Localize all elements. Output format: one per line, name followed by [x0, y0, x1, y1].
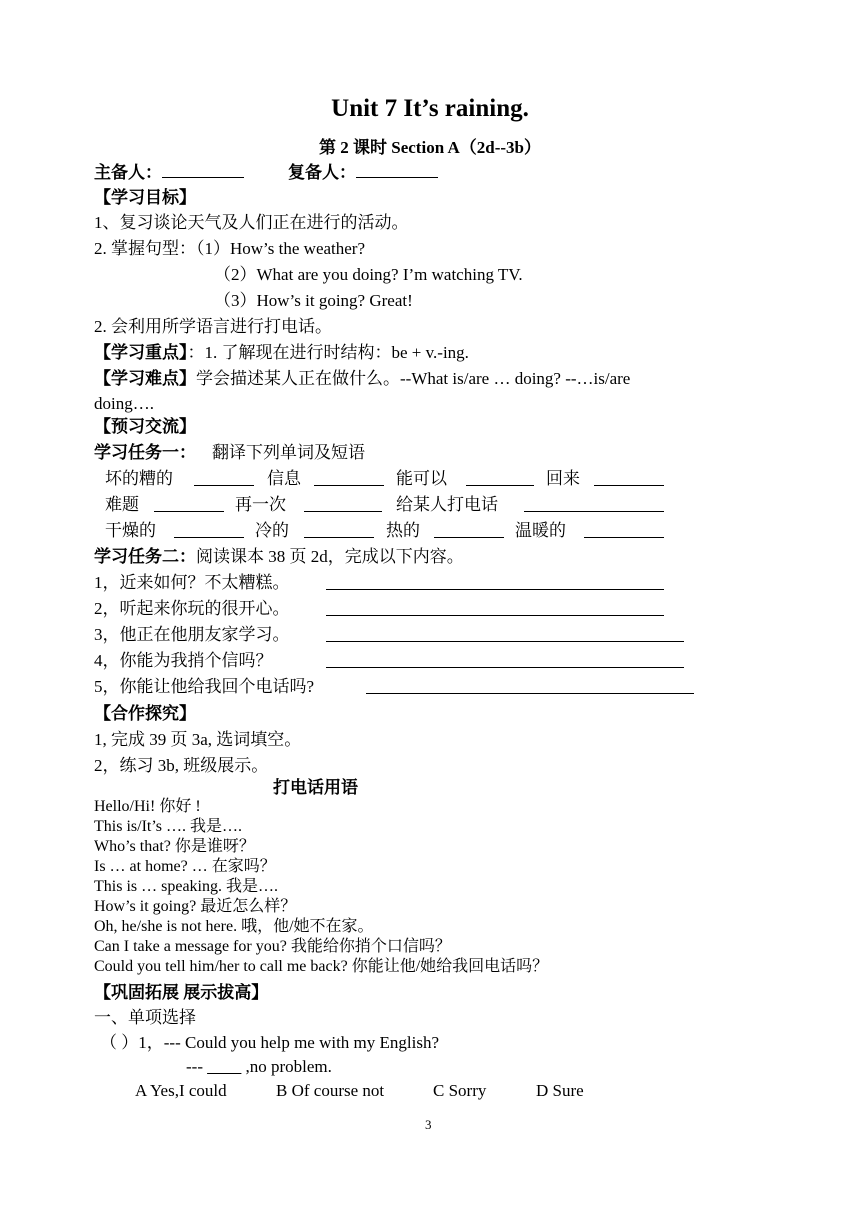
objective-item: 2. 掌握句型：（1）How’s the weather? [94, 239, 366, 258]
vocab-item: 冷的 [255, 521, 289, 540]
vocab-item: 热的 [386, 521, 420, 540]
translate-item: 2，听起来你玩的很开心。 [94, 599, 290, 618]
cooperation-heading: 【合作探究】 [94, 704, 196, 723]
phone-phrase: Could you tell him/her to call me back? 你能让他/她给我回电话吗？ [94, 958, 549, 975]
answer-line [326, 600, 664, 616]
cooperation-item: 2，练习 3b, 班级展示。 [94, 756, 269, 775]
key-points-heading: 【学习重点】 [94, 343, 188, 362]
translate-item: 4，你能为我捎个信吗？ [94, 651, 273, 670]
task1-label: 学习任务一： [94, 443, 196, 462]
preview-heading: 【预习交流】 [94, 417, 196, 436]
key-points-line [94, 342, 469, 364]
vocab-item: 信息 [267, 469, 301, 488]
option-c: C Sorry [433, 1081, 487, 1100]
difficult-points-text: 学会描述某人正在做什么。--What is/are … doing? --…is/are [196, 369, 631, 388]
difficult-points-heading: 【学习难点】 [94, 369, 196, 388]
vocab-blank [194, 470, 254, 486]
objective-item: （2）What are you doing? I’m watching TV. [214, 265, 523, 284]
preparer-blank [162, 162, 244, 178]
vocab-item: 干燥的 [105, 521, 156, 540]
phone-phrase: Can I take a message for you? 我能给你捎个口信吗？ [94, 938, 451, 955]
vocab-blank [314, 470, 384, 486]
phone-phrase: This is … speaking. 我是…. [94, 878, 278, 895]
page-number: 3 [425, 1117, 432, 1132]
vocab-item: 坏的糟的 [105, 469, 173, 488]
answer-line [326, 626, 684, 642]
vocab-blank [304, 496, 382, 512]
preparer-label: 主备人： [94, 163, 162, 182]
vocab-blank [594, 470, 664, 486]
difficult-points-line [94, 368, 630, 390]
answer-line [326, 574, 664, 590]
co-preparer-blank [356, 162, 438, 178]
vocab-blank [174, 522, 244, 538]
objective-item: 1、复习谈论天气及人们正在进行的活动。 [94, 213, 409, 232]
vocab-blank [304, 522, 374, 538]
vocab-item: 给某人打电话 [396, 495, 498, 514]
phone-phrase: Oh, he/she is not here. 哦，他/她不在家。 [94, 918, 374, 935]
objective-item: （3）How’s it going? Great! [214, 291, 413, 310]
vocab-blank [466, 470, 534, 486]
q1-dash: --- [186, 1057, 208, 1076]
vocab-blank [154, 496, 224, 512]
phone-phrase: How’s it going? 最近怎么样？ [94, 898, 297, 915]
question-1: （ ）1，--- Could you help me with my English? [100, 1033, 440, 1052]
phone-phrase: This is/It’s …. 我是…. [94, 818, 243, 835]
answer-line [366, 678, 694, 694]
answer-line [326, 652, 684, 668]
objective-item: 2. 会利用所学语言进行打电话。 [94, 317, 332, 336]
preparer-line [94, 162, 244, 184]
key-points-text: ：1. 了解现在进行时结构：be + v.-ing. [187, 343, 469, 362]
q1-blank: ____ [207, 1057, 242, 1076]
option-a: A Yes,I could [135, 1081, 227, 1100]
task1-line [94, 442, 365, 464]
translate-item: 1，近来如何？不太糟糕。 [94, 573, 290, 592]
vocab-item: 能可以 [396, 469, 447, 488]
vocab-item: 回来 [546, 469, 580, 488]
consolidation-heading: 【巩固拓展 展示拔高】 [94, 983, 269, 1002]
task2-label: 学习任务二： [94, 547, 196, 566]
cooperation-item: 1, 完成 39 页 3a, 选词填空。 [94, 730, 302, 749]
translate-item: 5，你能让他给我回个电话吗? [94, 677, 315, 696]
option-b: B Of course not [276, 1081, 385, 1100]
task1-text: 翻译下列单词及短语 [212, 443, 365, 462]
option-d: D Sure [536, 1081, 584, 1100]
vocab-blank [524, 496, 664, 512]
q1-rest: ,no problem. [241, 1057, 332, 1076]
phone-phrase: Is … at home? … 在家吗？ [94, 858, 276, 875]
difficult-points-cont: doing…. [94, 394, 154, 413]
page-subtitle: 第 2 课时 Section A（2d--3b） [319, 138, 541, 157]
vocab-item: 温暖的 [515, 521, 566, 540]
co-preparer-label: 复备人： [288, 163, 356, 182]
vocab-blank [584, 522, 664, 538]
phone-phrase: Hello/Hi! 你好 ! [94, 798, 201, 815]
vocab-item: 难题 [105, 495, 139, 514]
page-title: Unit 7 It’s raining. [331, 95, 529, 122]
phone-phrase: Who’s that? 你是谁呀？ [94, 838, 255, 855]
phone-phrases-heading: 打电话用语 [273, 778, 358, 797]
question-1-line2 [186, 1056, 332, 1078]
co-preparer-line [288, 162, 438, 184]
section-title: 一、单项选择 [94, 1008, 196, 1027]
translate-item: 3，他正在他朋友家学习。 [94, 625, 290, 644]
task2-line [94, 546, 464, 568]
objectives-heading: 【学习目标】 [94, 188, 196, 207]
task2-text: 阅读课本 38 页 2d，完成以下内容。 [196, 547, 464, 566]
vocab-item: 再一次 [235, 495, 286, 514]
vocab-blank [434, 522, 504, 538]
